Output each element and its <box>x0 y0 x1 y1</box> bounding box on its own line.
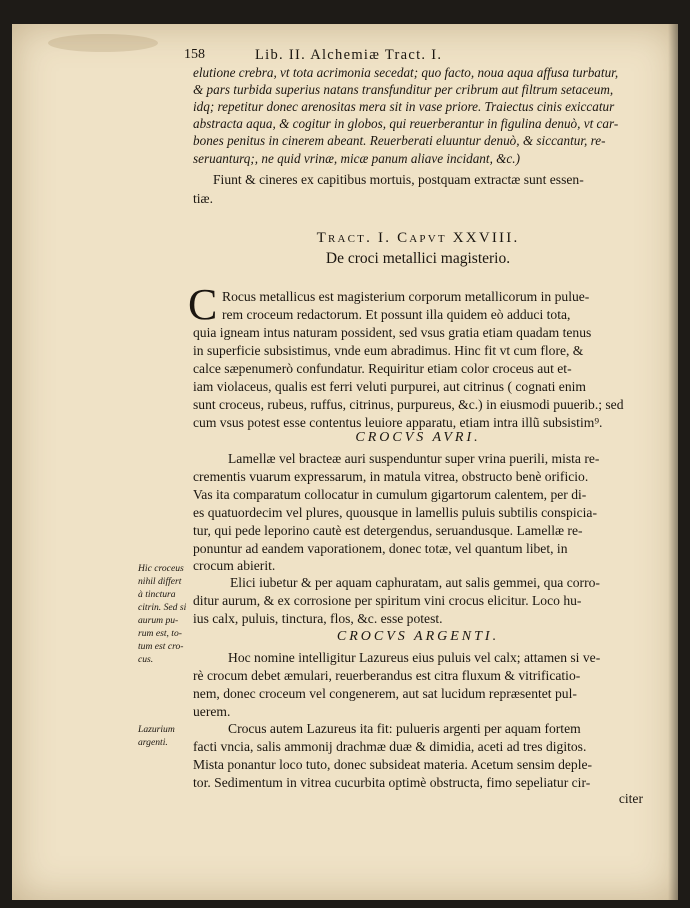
text-line: cum vsus potest esse contentus leuiore apparatu, etiam intra illũ subsistim⁹. <box>193 415 603 430</box>
text-line: in superficie subsistimus, vnde eum abradimus. Hinc fit vt cum flore, & <box>193 343 584 358</box>
text-line: ditur aurum, & ex corrosione per spiritum vini crocus elicitur. Loco hu- <box>193 593 582 608</box>
text-line: crocum abierit. <box>193 558 276 573</box>
text-line: nem, donec croceum vel congenerem, aut sat lucidum repræsentet pul- <box>193 686 577 701</box>
text-line: tur, qui pede leporino cautè est detergendus, seruandusque. Lamellæ re- <box>193 523 583 538</box>
text-line: iam violaceus, qualis est ferri veluti purpurei, aut citrinus ( cognati enim <box>193 379 586 394</box>
text-line: ius calx, puluis, tinctura, flos, &c. esse potest. <box>193 611 443 626</box>
text-line: es quatuordecim vel plures, quousque in lamellis puluis subtilis conspicia- <box>193 505 597 520</box>
paper-stain <box>48 34 158 52</box>
text-line: tor. Sedimentum in vitrea cucurbita optimè obstructa, fimo sepeliatur cir- <box>193 775 591 790</box>
text-line: bones penitus in cinerem abeant. Reuerberati eluuntur denuò, & siccantur, re- <box>193 133 606 148</box>
text-line: rè crocum debet æmulari, reuerberandus est citra fluxum & vitrificatio- <box>193 668 581 683</box>
section-heading-crocus-auri: CROCVS AVRI. <box>355 430 481 445</box>
margin-note-lazurium: Lazurium argenti. <box>138 724 175 748</box>
section-heading-crocus-argenti: CROCVS ARGENTI. <box>336 629 500 644</box>
drop-cap: C <box>188 280 218 329</box>
text-line: & pars turbida superius natans transfunditur per cribrum aut filtrum setaceum, <box>193 82 614 97</box>
text-line: elutione crebra, vt tota acrimonia secedat; quo facto, noua aqua affusa turbatur, <box>193 65 619 80</box>
text-line: Hoc nomine intelligitur Lazureus eius puluis vel calx; attamen si ve- <box>228 650 601 665</box>
text-line: Crocus autem Lazureus ita fit: pulueris argenti per aquam fortem <box>228 721 581 736</box>
text-line: crementis vuarum expressarum, in matula vitrea, obstructo benè orificio. <box>193 469 589 484</box>
chapter-heading: Tract. I. Capvt XXVIII. <box>316 230 520 246</box>
text-line: tiæ. <box>193 191 214 206</box>
text-line: uerem. <box>193 704 231 719</box>
text-line: Vas ita comparatum collocatur in cumulum gigartorum calentem, per di- <box>193 487 587 502</box>
margin-note-croceus: Hic croceus nihil differt à tinctura citrin. Sed si aurum pu- rum est, to- tum est cro- cus. <box>138 563 187 665</box>
text-line: calce sæpenumerò confundatur. Requiritur etiam color croceus aut et- <box>193 361 572 376</box>
catchword: citer <box>618 791 643 806</box>
text-line: ponuntur ad eandem vaporationem, donec totæ, vel quantum libet, in <box>193 541 568 556</box>
text-line: Rocus metallicus est magisterium corporum metallicorum in pulue- <box>222 289 590 304</box>
text-line: sunt croceus, rubeus, ruffus, citrinus, purpureus, &c.) in eiusmodi puuerib.; sed <box>193 397 624 412</box>
text-line: facti vncia, salis ammonij drachmæ duæ & dimidia, aceti ad tres digitos. <box>193 739 587 754</box>
text-line: Fiunt & cineres ex capitibus mortuis, postquam extractæ sunt essen- <box>213 172 584 187</box>
text-line: Lamellæ vel bracteæ auri suspenduntur super vrina puerili, mista re- <box>228 451 600 466</box>
page-number: 158 <box>184 47 205 62</box>
text-line: quia igneam intus naturam possident, sed vsus gratia etiam quadam tenus <box>193 325 592 340</box>
text-line: idq; repetitur donec arenositas mera sit in vase priore. Traiectus cinis exiccatur <box>193 99 615 114</box>
text-line: Elici iubetur & per aquam caphuratam, aut salis gemmei, qua corro- <box>230 575 600 590</box>
text-line: abstracta aqua, & cogitur in globos, qui reuerberantur in figulina denuò, vt car- <box>193 116 619 131</box>
running-head: Lib. II. Alchemiæ Tract. I. <box>255 47 443 63</box>
chapter-title: De croci metallici magisterio. <box>325 250 511 267</box>
text-line: Mista ponantur loco tuto, donec subsideat materia. Acetum sensim deple- <box>193 757 593 772</box>
text-line: seruanturq;, ne quid vrinæ, micæ panum aliave incidant, &c.) <box>193 151 520 166</box>
text-line: rem croceum redactorum. Et possunt illa quidem eò adduci tota, <box>222 307 571 322</box>
spine-shadow <box>668 24 678 900</box>
